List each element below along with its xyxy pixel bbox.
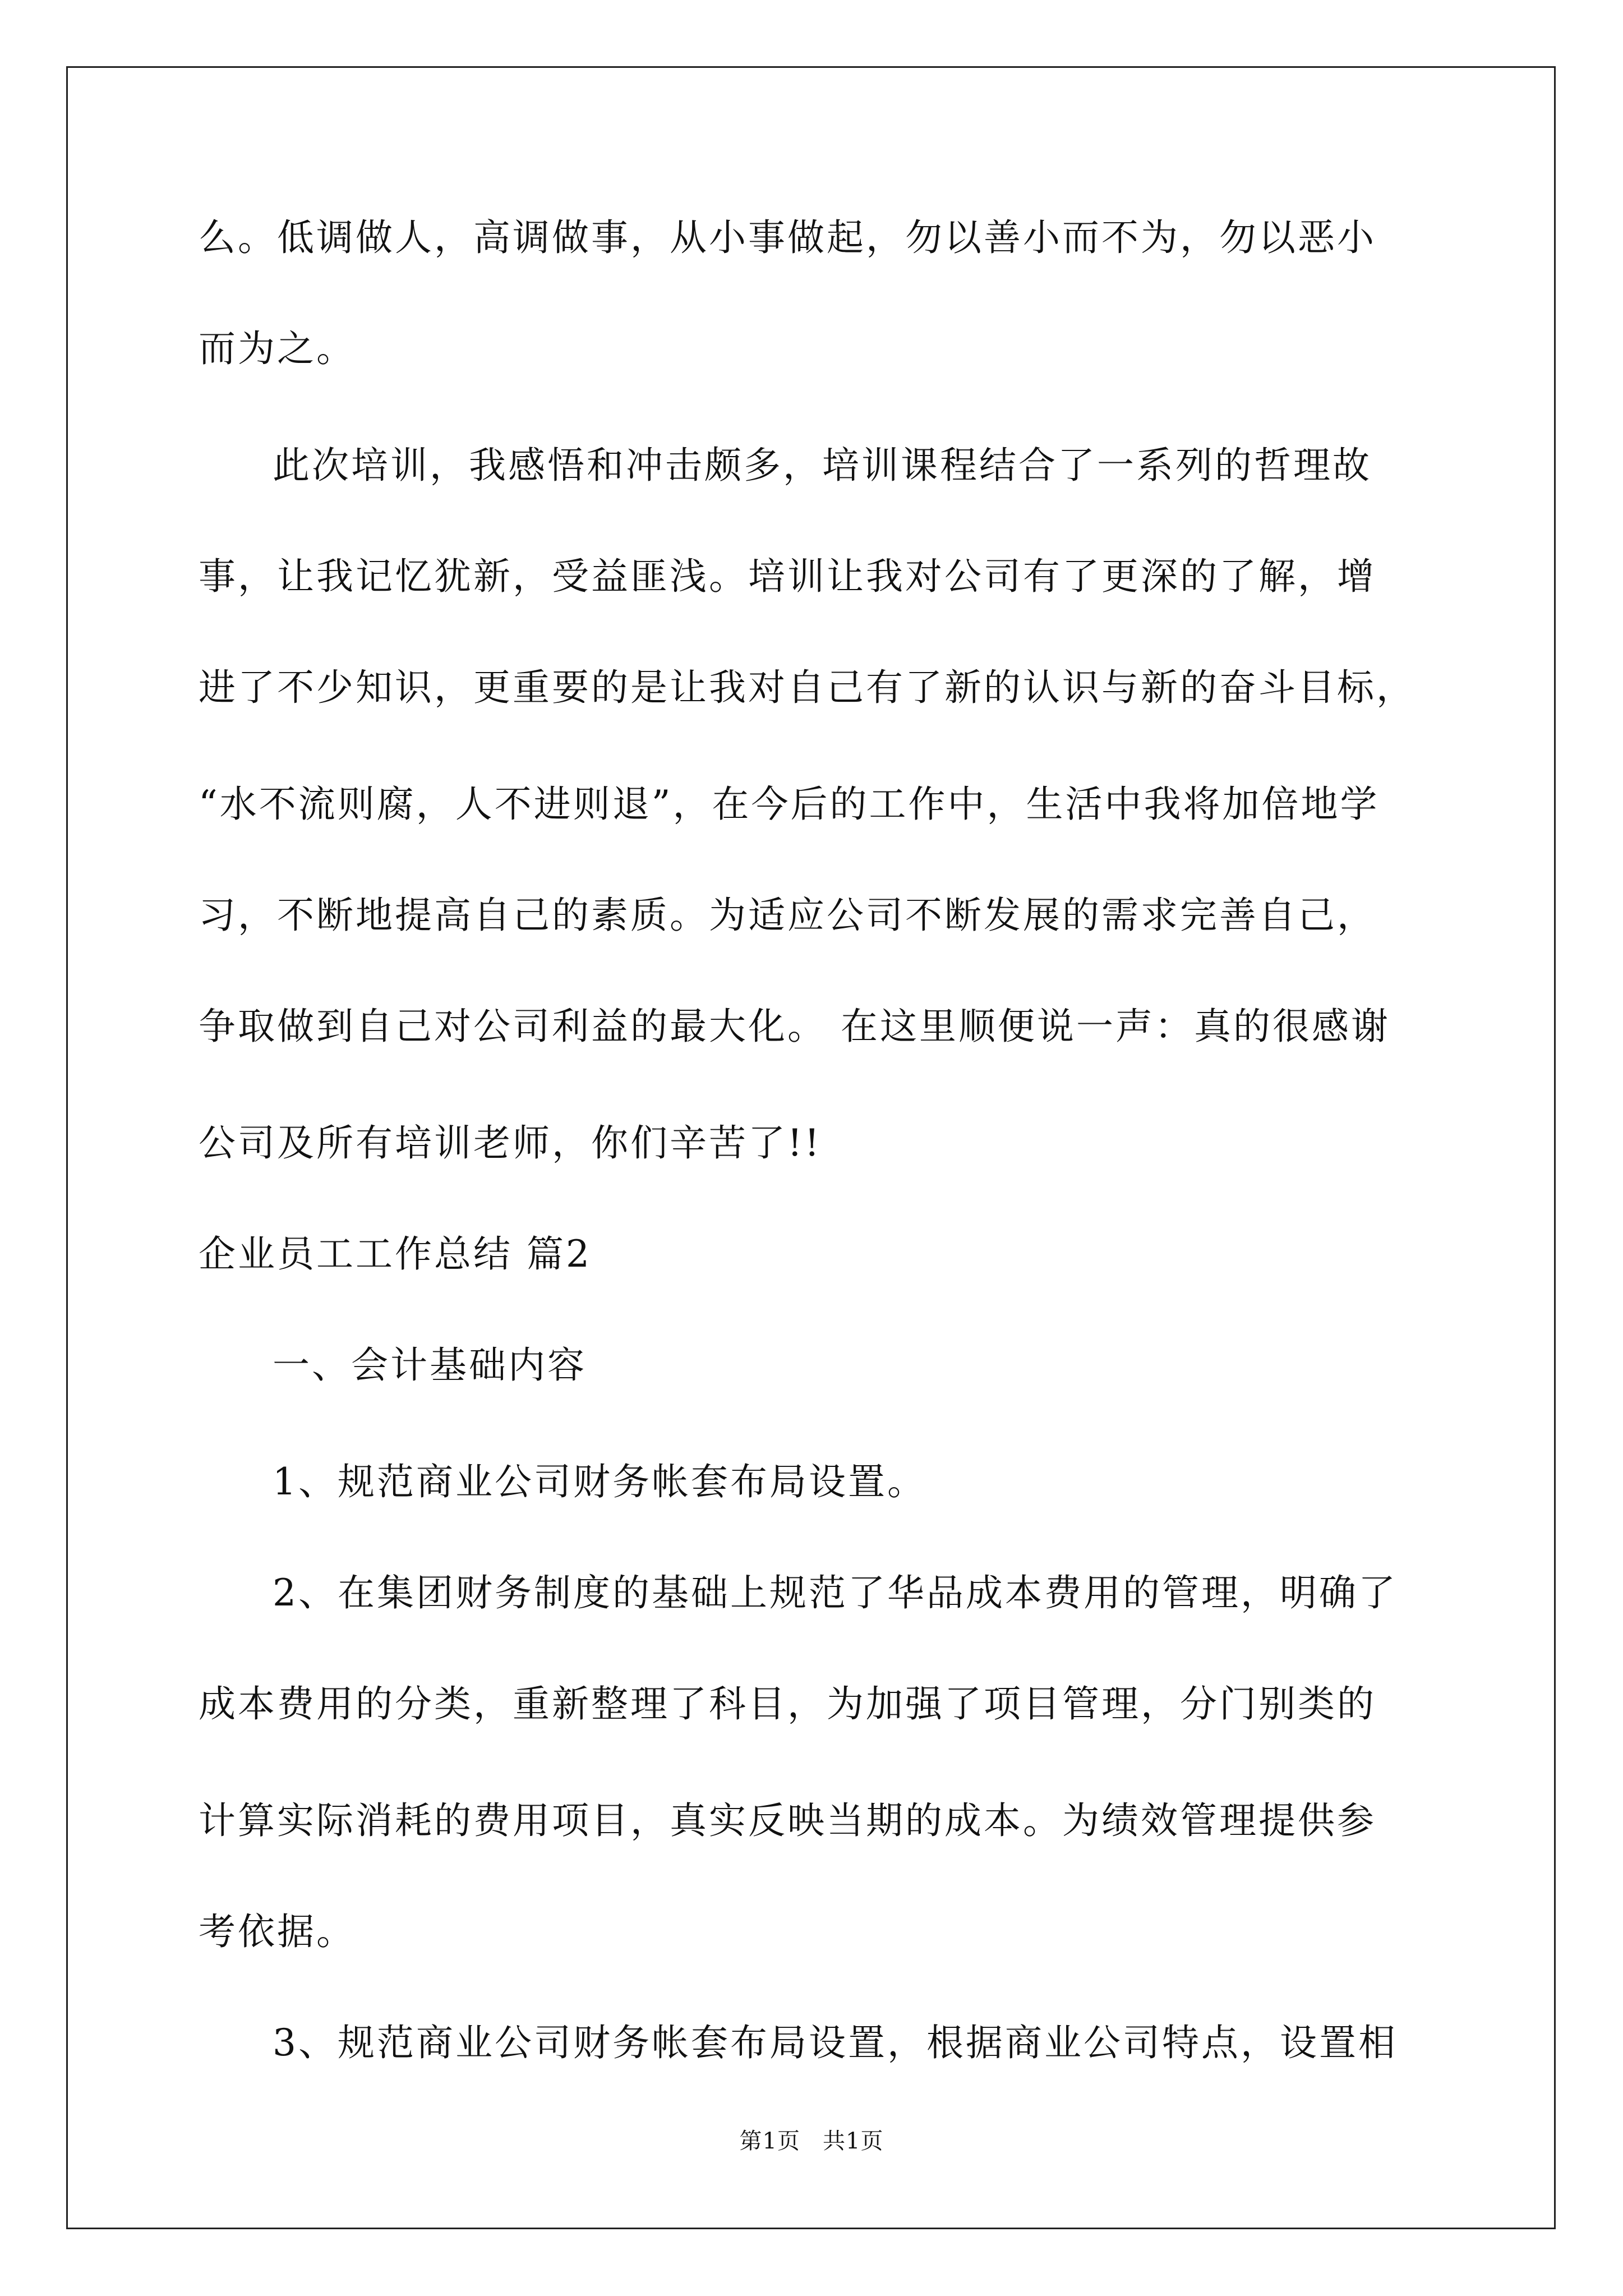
paragraph-line: 成本费用的分类，重新整理了科目，为加强了项目管理，分门别类的 [199,1682,1376,1726]
list-item: 3、规范商业公司财务帐套布局设置，根据商业公司特点，设置相 [273,2021,1398,2064]
paragraph-line: 么。低调做人，高调做事，从小事做起，勿以善小而不为，勿以恶小 [199,216,1376,259]
paragraph-line: 进了不少知识，更重要的是让我对自己有了新的认识与新的奋斗目标， [199,666,1415,709]
paragraph-line: 公司及所有培训老师，你们辛苦了!! [199,1121,822,1165]
page-footer [0,2126,1623,2156]
paragraph-line: 考依据。 [199,1910,356,1953]
paragraph-line: 习，不断地提高自己的素质。为适应公司不断发展的需求完善自己， [199,894,1376,937]
paragraph-line: 事，让我记忆犹新，受益匪浅。培训让我对公司有了更深的了解，增 [199,555,1376,598]
page-total: 共1页 [823,2128,884,2154]
paragraph-line: 此次培训，我感悟和冲击颇多，培训课程结合了一系列的哲理故 [273,444,1372,487]
subheading: 一、会计基础内容 [273,1343,587,1387]
paragraph-line: 争取做到自己对公司利益的最大化。 在这里顺便说一声：真的很感谢 [199,1005,1390,1048]
section-heading: 企业员工工作总结 篇2 [199,1232,592,1276]
paragraph-line: “水不流则腐，人不进则退”，在今后的工作中，生活中我将加倍地学 [199,783,1380,826]
page-number: 第1页 [739,2128,800,2154]
paragraph-line: 而为之。 [199,327,356,370]
paragraph-line: 计算实际消耗的费用项目，真实反映当期的成本。为绩效管理提供参 [199,1799,1376,1842]
list-item: 1、规范商业公司财务帐套布局设置。 [273,1460,926,1503]
list-item: 2、在集团财务制度的基础上规范了华品成本费用的管理，明确了 [273,1571,1398,1614]
